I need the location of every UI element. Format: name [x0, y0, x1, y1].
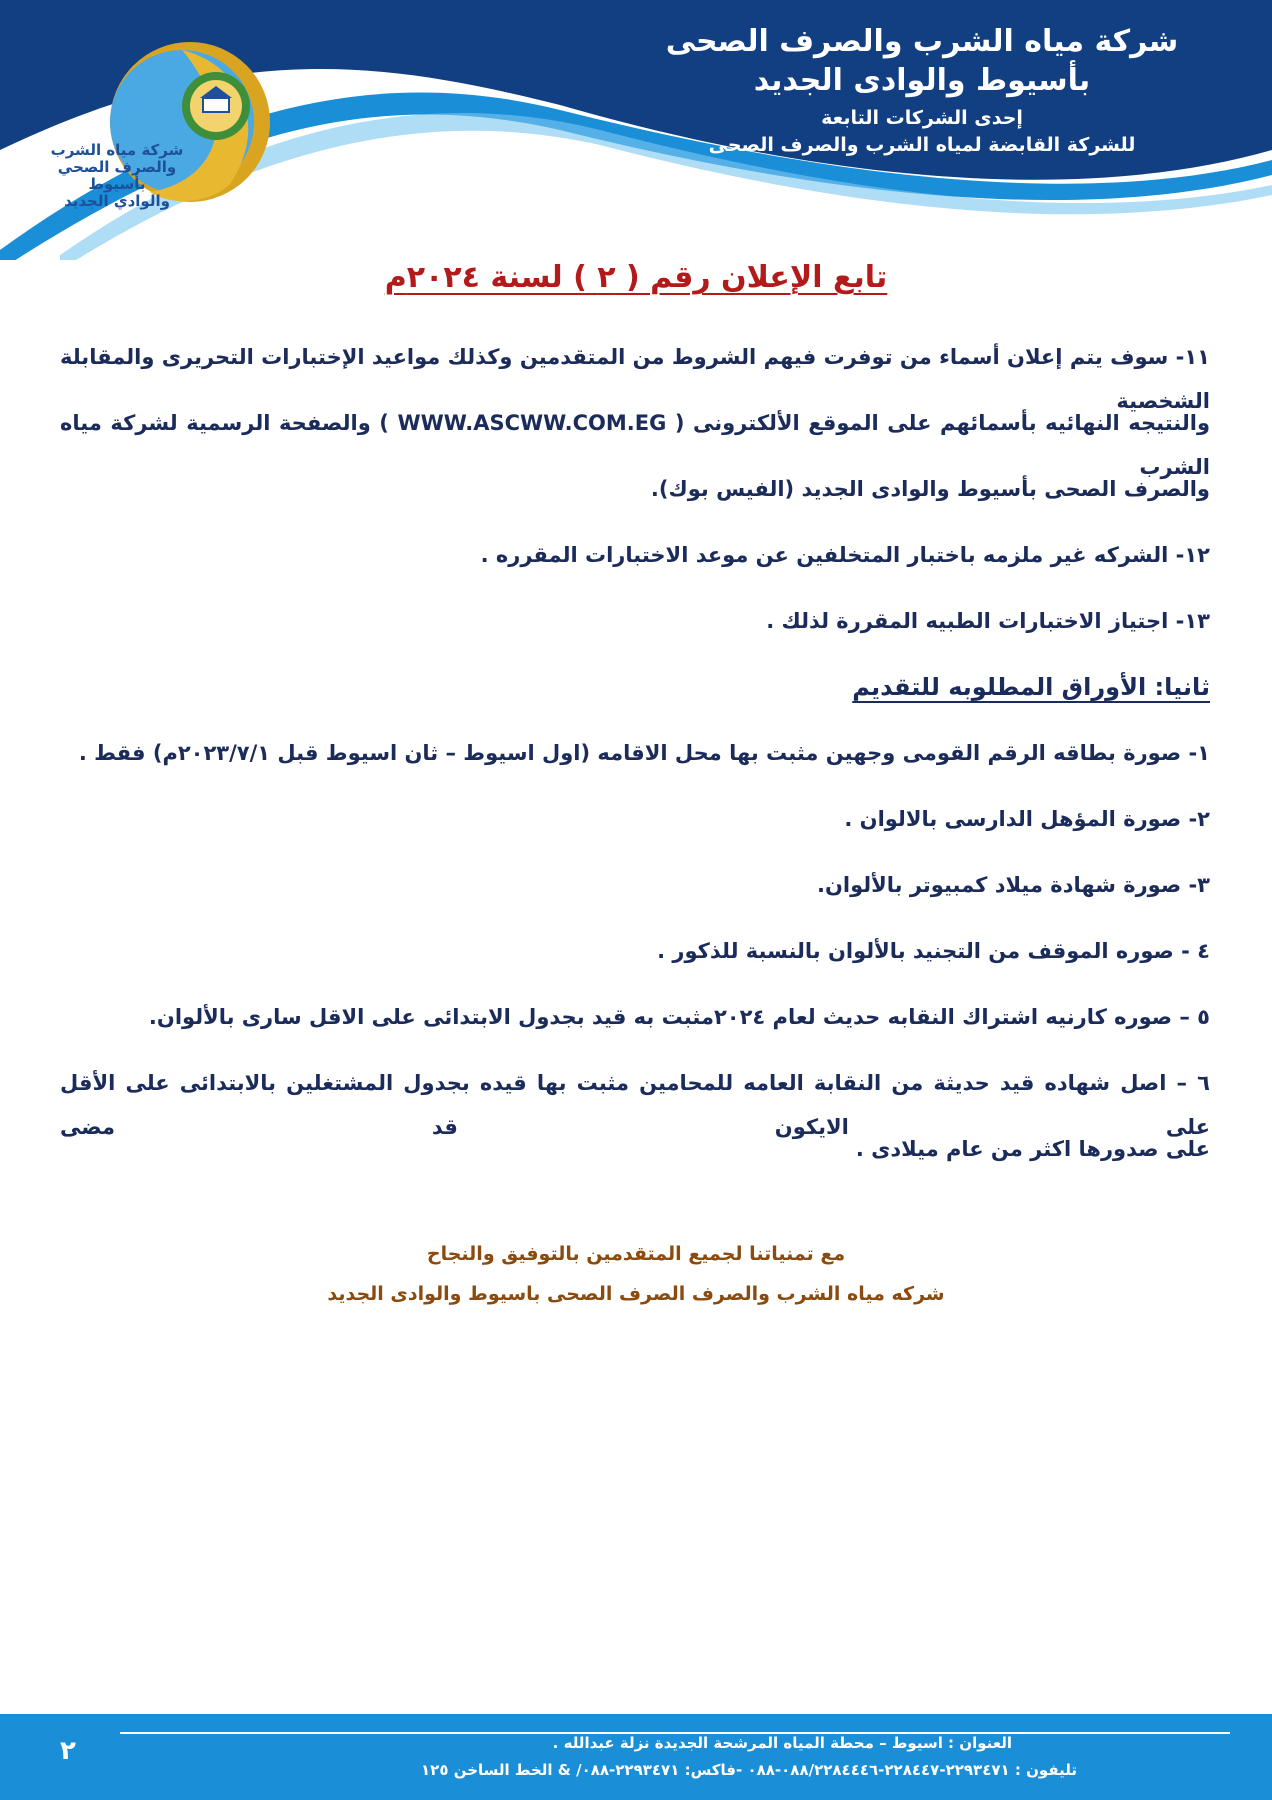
announcement-body [60, 335, 1210, 1193]
document-item: ٤ - صوره الموقف من التجنيد بالألوان بالنسبة للذكور . [657, 939, 1210, 963]
closing-wishes: مع تمنياتنا لجميع المتقدمين بالتوفيق والنجاح [426, 1243, 846, 1265]
logo-text-line: والصرف الصحي بأسيوط [57, 158, 177, 193]
condition-item: ١٣- اجتياز الاختبارات الطبيه المقررة لذلك . [766, 609, 1210, 633]
footer-address: العنوان : اسيوط – محطة المياه المرشحة الجديدة نزلة عبدالله . [552, 1734, 1012, 1752]
document-item: ٣- صورة شهادة ميلاد كمبيوتر بالألوان. [816, 873, 1210, 897]
document-item: ٢- صورة المؤهل الدارسى بالالوان . [844, 807, 1210, 831]
paragraph-11-line: والصرف الصحى بأسيوط والوادى الجديد (الفيس بوك). [650, 477, 1210, 501]
section-heading: ثانيا: الأوراق المطلوبه للتقديم [852, 673, 1210, 701]
document-item: ١- صورة بطاقه الرقم القومى وجهين مثبت بها محل الاقامه (اول اسيوط – ثان اسيوط قبل ٢٠٢٣/٧/١م) فقط . [78, 741, 1210, 765]
document-item: ٥ – صوره كارنيه اشتراك النقابه حديث لعام ٢٠٢٤مثبت به قيد بجدول الابتدائى على الاقل سارى بالألوان. [148, 1005, 1210, 1029]
condition-item: ١٢- الشركه غير ملزمه باختبار المتخلفين عن موعد الاختبارات المقرره . [480, 543, 1210, 567]
logo-caption [42, 142, 192, 210]
footer-bar [0, 1714, 1272, 1800]
logo-text-line: والوادي الجديد [64, 192, 170, 210]
closing-block [0, 1234, 1272, 1314]
logo-text-line: شركة مياه الشرب [50, 141, 184, 159]
closing-signature: شركه مياه الشرب والصرف الصرف الصحى باسيوط والوادى الجديد [327, 1283, 945, 1305]
footer-phones: تليفون : ٢٢٩٣٤٧١-٢٢٨٤٤٧-٠٨٨/٢٢٨٤٤٤٦-٠٨٨ -فاكس: ٢٢٩٣٤٧١-٠٨٨/ & الخط الساخن ١٢٥ [421, 1761, 1077, 1779]
page-number: ٢ [60, 1736, 76, 1766]
subsidiary-line1: إحدى الشركات التابعة [821, 107, 1023, 129]
document-item: ٦ – اصل شهاده قيد حديثة من النقابة العامه للمحامين مثبت بها قيده بجدول المشتغلين بالابتدائى على الأقل على الايكون قد مضى [60, 1071, 1210, 1139]
subsidiary-line2: للشركة القابضة لمياه الشرب والصرف الصحى [708, 134, 1136, 156]
company-name-line1: شركة مياه الشرب والصرف الصحى [665, 24, 1179, 59]
announcement-title: تابع الإعلان رقم ( ٢ ) لسنة ٢٠٢٤م [384, 260, 888, 295]
announcement-title-wrapper [0, 256, 1272, 300]
paragraph-11-line: ١١- سوف يتم إعلان أسماء من توفرت فيهم الشروط من المتقدمين وكذلك مواعيد الإختبارات التحريرى والمقابلة الشخصية [60, 345, 1210, 413]
company-name-line2: بأسيوط والوادى الجديد [753, 63, 1091, 98]
paragraph-11-line: والنتيجه النهائيه بأسمائهم على الموقع الألكترونى ( WWW.ASCWW.COM.EG ) والصفحة الرسمية لشركة مياه الشرب [60, 411, 1210, 479]
document-item-continuation: على صدورها اكثر من عام ميلادى . [855, 1137, 1210, 1161]
company-name-block [642, 22, 1202, 158]
